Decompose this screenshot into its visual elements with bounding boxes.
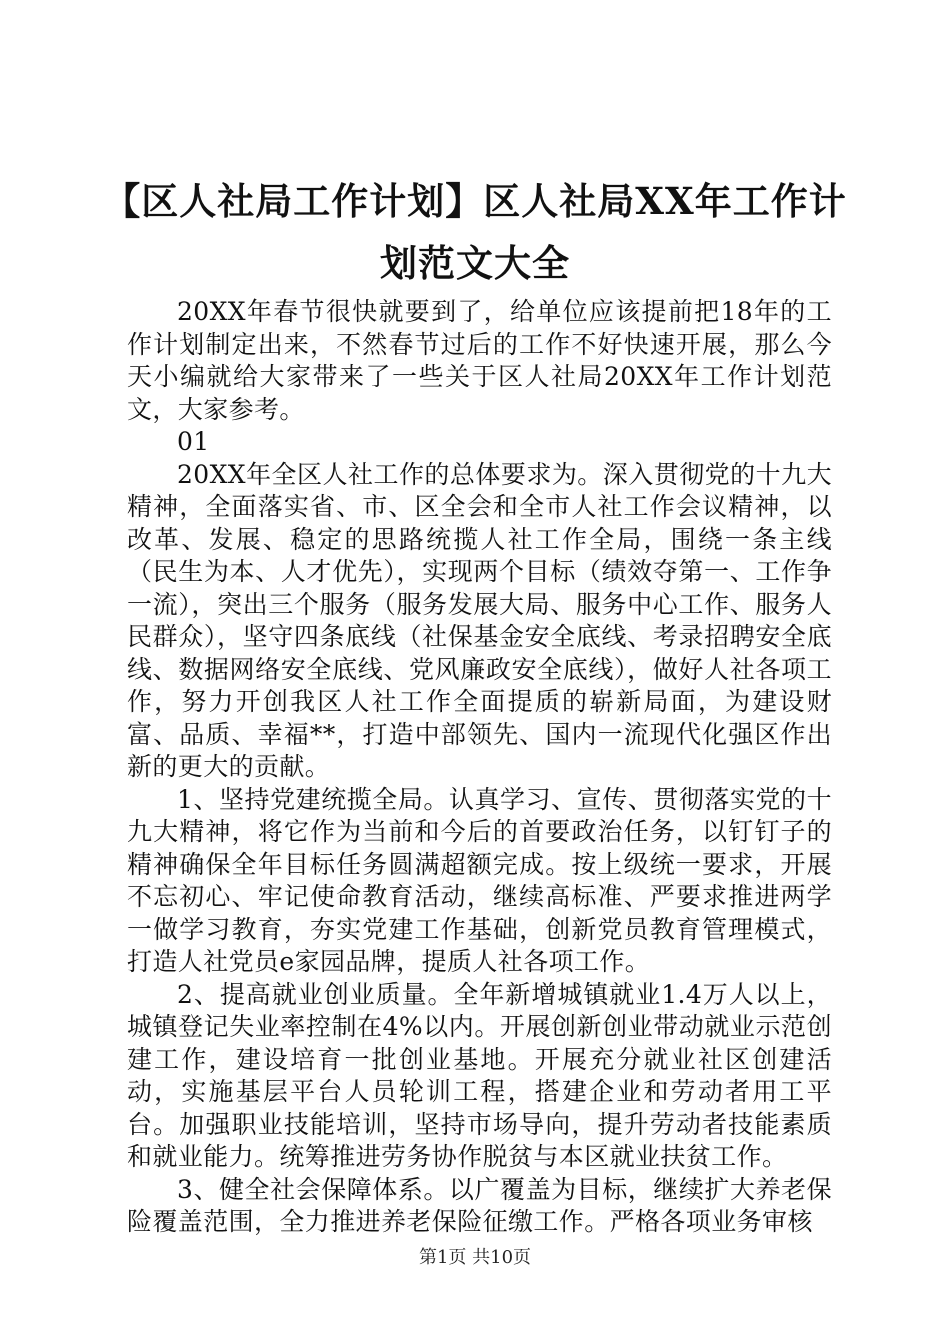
requirements-paragraph: 20XX年全区人社工作的总体要求为。深入贯彻党的十九大精神，全面落实省、市、区全会和全市人社工作会议精神，以改革、发展、稳定的思路统揽人社工作全局，围绕一条主线（民生为本、人才优先），实现两个目标（绩效夺第一、工作争一流），突出三个服务（服务发展大局、服务中心工作、服务人民群众），坚守四条底线（社保基金安全底线、考录招聘安全底线、数据网络安全底线、党风廉政安全底线），做好人社各项工作，努力开创我区人社工作全面提质的崭新局面，为建设财富、品质、幸福**，打造中部领先、国内一流现代化强区作出新的更大的贡献。	[127, 459, 832, 781]
document-body	[127, 296, 832, 1239]
item-3-paragraph: 3、健全社会保障体系。以广覆盖为目标，继续扩大养老保险覆盖范围，全力推进养老保险征缴工作。严格各项业务审核	[127, 1174, 832, 1236]
intro-paragraph: 20XX年春节很快就要到了，给单位应该提前把18年的工作计划制定出来，不然春节过后的工作不好快速开展，那么今天小编就给大家带来了一些关于区人社局20XX年工作计划范文，大家参考。	[127, 297, 832, 424]
page-footer: 第1页 共10页	[418, 1247, 532, 1268]
item-2-paragraph: 2、提高就业创业质量。全年新增城镇就业1.4万人以上，城镇登记失业率控制在4%以内。开展创新创业带动就业示范创建工作，建设培育一批创业基地。开展充分就业社区创建活动，实施基层平台人员轮训工程，搭建企业和劳动者用工平台。加强职业技能培训，坚持市场导向，提升劳动者技能素质和就业能力。统筹推进劳务协作脱贫与本区就业扶贫工作。	[127, 979, 832, 1171]
document-title: 【区人社局工作计划】区人社局XX年工作计划范文大全	[103, 179, 847, 285]
section-number: 01	[177, 427, 210, 456]
item-1-paragraph: 1、坚持党建统揽全局。认真学习、宣传、贯彻落实党的十九大精神，将它作为当前和今后的首要政治任务，以钉钉子的精神确保全年目标任务圆满超额完成。按上级统一要求，开展不忘初心、牢记使命教育活动，继续高标准、严要求推进两学一做学习教育，夯实党建工作基础，创新党员教育管理模式，打造人社党员e家园品牌，提质人社各项工作。	[127, 784, 832, 976]
